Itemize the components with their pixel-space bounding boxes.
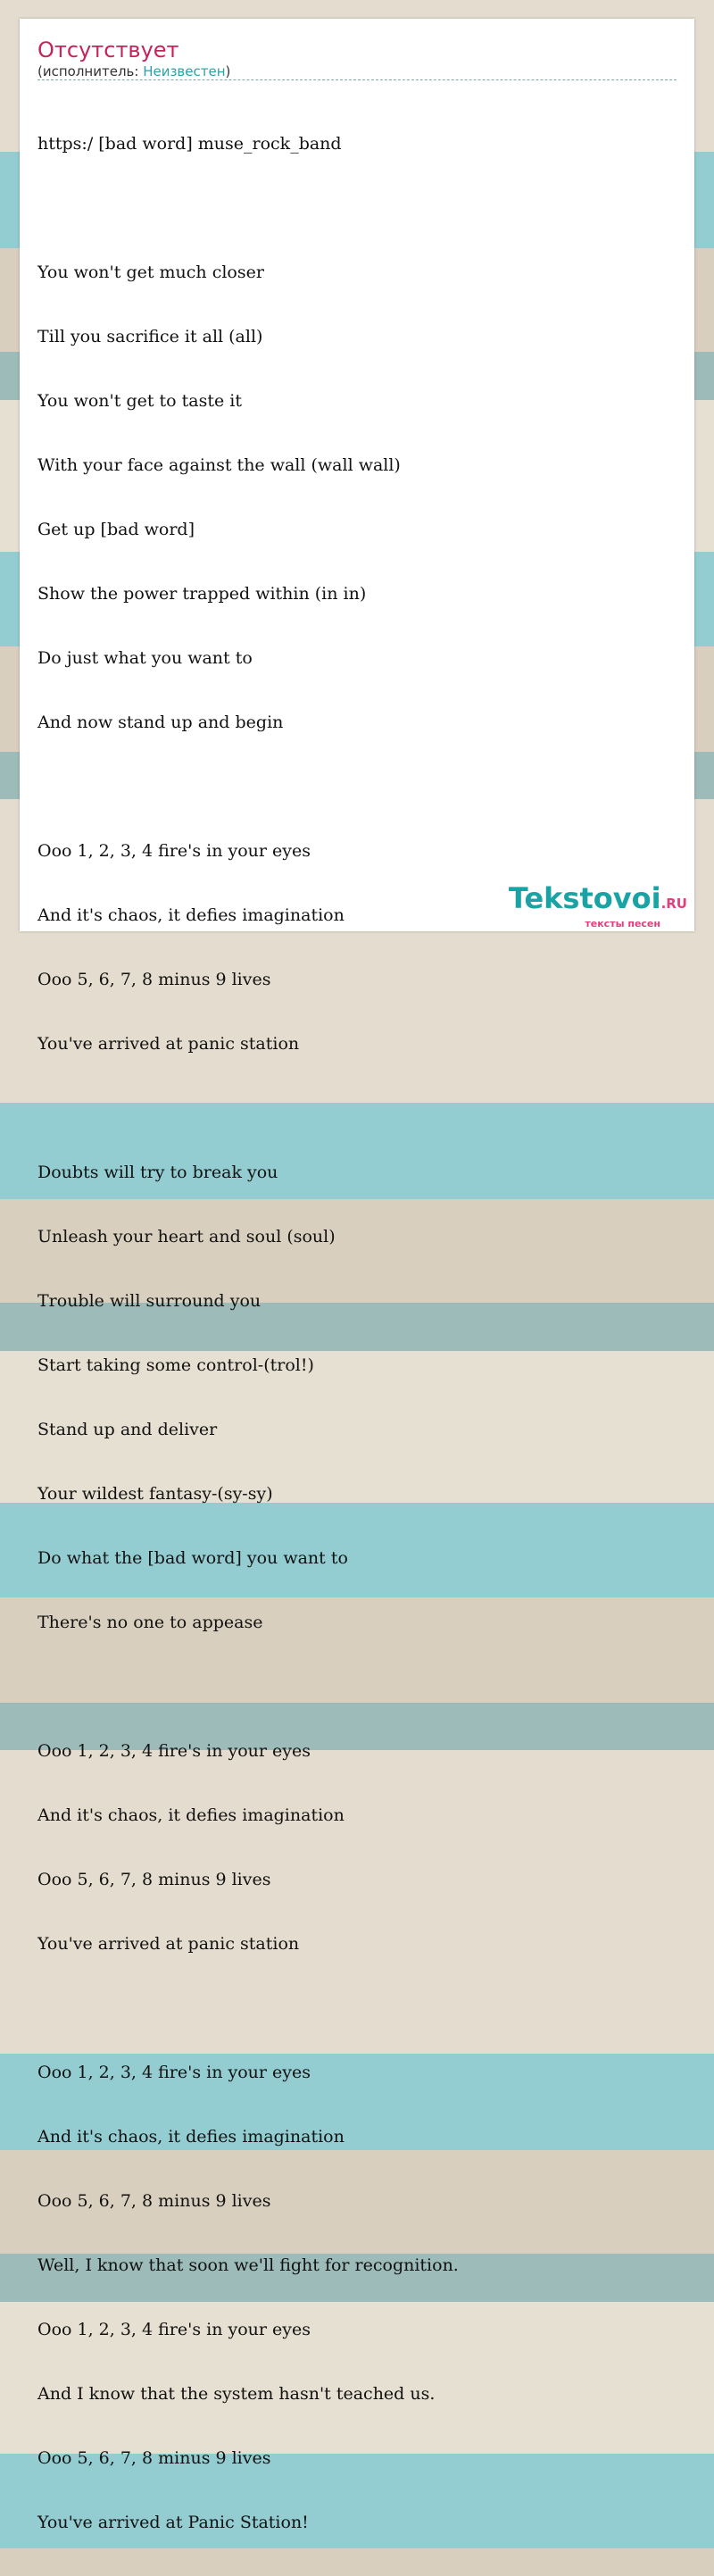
lyric-line: https:/ [bad word] muse_rock_band [37, 134, 342, 154]
lyric-line: You've arrived at panic station [37, 1934, 300, 1954]
lyric-line: Ooo 5, 6, 7, 8 minus 9 lives [37, 1870, 271, 1889]
lyric-line [37, 197, 677, 219]
artist-link[interactable]: Неизвестен [143, 63, 226, 79]
lyric-line: Ooo 1, 2, 3, 4 fire's in your eyes [37, 2063, 311, 2082]
lyric-line: And it's chaos, it defies imagination [37, 1805, 345, 1825]
lyric-line: Ooo 1, 2, 3, 4 fire's in your eyes [37, 2320, 311, 2339]
lyric-line: Ooo 1, 2, 3, 4 fire's in your eyes [37, 1741, 311, 1761]
lyric-line: You won't get much closer [37, 263, 264, 282]
logo-tagline: тексты песен [585, 918, 660, 930]
site-logo[interactable] [500, 883, 687, 930]
lyric-line: Ooo 5, 6, 7, 8 minus 9 lives [37, 970, 271, 989]
lyric-line: Your wildest fantasy-(sy-sy) [37, 1484, 273, 1504]
lyric-line: With your face against the wall (wall wall) [37, 455, 401, 475]
lyric-line: And it's chaos, it defies imagination [37, 905, 345, 925]
lyric-line: And I know that the system hasn't teached us. [37, 2384, 436, 2404]
artist-line [37, 63, 230, 80]
artist-suffix: ) [225, 63, 231, 79]
lyric-line: You won't get to taste it [37, 391, 242, 411]
logo-name: Tekstovoi [508, 881, 661, 915]
lyric-line: Ooo 5, 6, 7, 8 minus 9 lives [37, 2191, 271, 2211]
lyrics-text [37, 90, 677, 2576]
lyric-line: There's no one to appease [37, 1613, 263, 1632]
lyric-line: Ooo 1, 2, 3, 4 fire's in your eyes [37, 841, 311, 861]
lyric-line [37, 1676, 677, 1697]
lyric-line: Show the power trapped within (in in) [37, 584, 367, 604]
lyrics-card [20, 19, 694, 2532]
lyric-line: Stand up and deliver [37, 1420, 218, 1439]
lyric-line: And it's chaos, it defies imagination [37, 2127, 345, 2147]
lyric-line: Unleash your heart and soul (soul) [37, 1227, 336, 1246]
lyric-line: You've arrived at Panic Station! [37, 2513, 309, 2532]
lyric-line: Ooo 5, 6, 7, 8 minus 9 lives [37, 2448, 271, 2468]
lyric-line: Well, I know that soon we'll fight for recognition. [37, 2255, 459, 2275]
lyric-line: You've arrived at panic station [37, 1034, 300, 1054]
header-divider [37, 79, 677, 80]
lyric-line: Trouble will surround you [37, 1291, 262, 1311]
lyric-line: Do just what you want to [37, 648, 253, 668]
lyric-line: Do what the [bad word] you want to [37, 1548, 348, 1568]
lyric-line [37, 1097, 677, 1119]
lyric-line: Get up [bad word] [37, 520, 195, 539]
lyric-line: Doubts will try to break you [37, 1163, 278, 1182]
lyric-line: And now stand up and begin [37, 713, 284, 732]
logo-tld: .RU [660, 896, 687, 912]
artist-prefix: (исполнитель: [37, 63, 144, 79]
song-title: Отсутствует [37, 38, 179, 63]
lyric-line: Start taking some control-(trol!) [37, 1355, 314, 1375]
lyric-line [37, 1997, 677, 2019]
lyric-line: Till you sacrifice it all (all) [37, 327, 263, 346]
lyric-line [37, 776, 677, 797]
